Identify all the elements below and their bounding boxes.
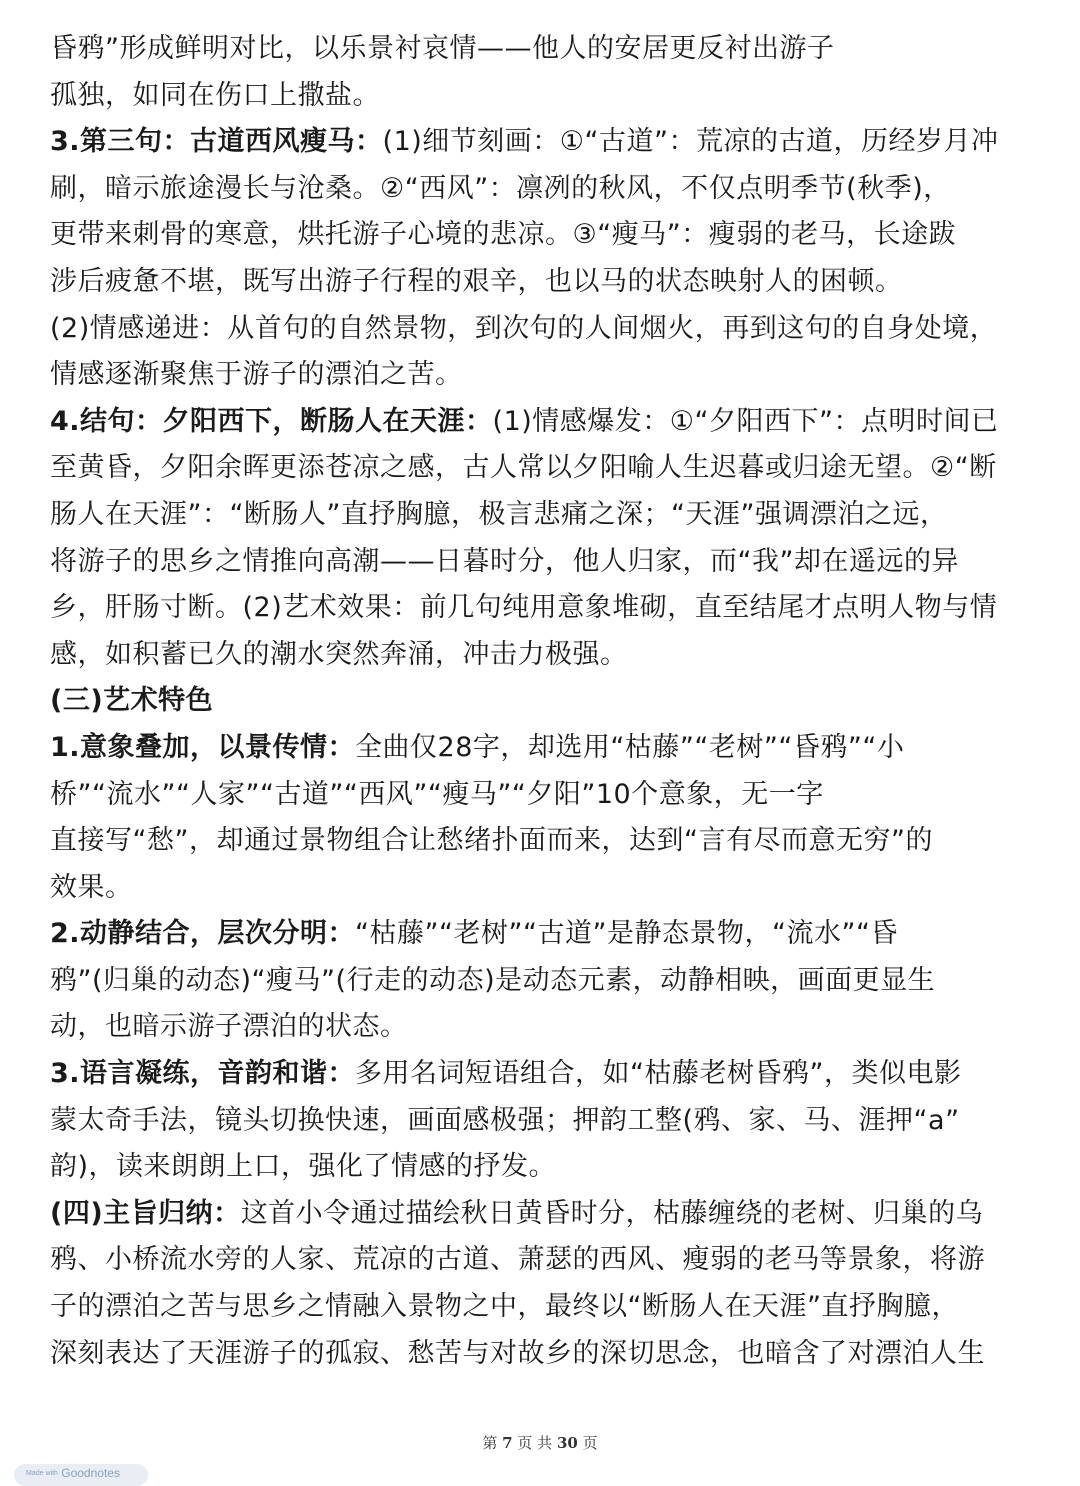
line-text: 这首小令通过描绘秋日黄昏时分，枯藤缠绕的老树、归巢的乌 <box>240 1197 984 1229</box>
text-line <box>50 119 1040 166</box>
line-text: (1)情感爆发：①“夕阳西下”：点明时间已 <box>492 405 999 437</box>
line-text: 直接写“愁”，却通过景物组合让愁绪扑面而来，达到“言有尽而意无穷”的 <box>50 825 933 857</box>
line-text: 动，也暗示游子漂泊的状态。 <box>50 1011 408 1043</box>
line-text: 将游子的思乡之情推向高潮——日暮时分，他人归家，而“我”却在遥远的异 <box>50 545 959 577</box>
line-text: 全曲仅28字，却选用“枯藤”“老树”“昏鸦”“小 <box>355 731 905 763</box>
text-line <box>50 352 1040 399</box>
watermark-small: Made with <box>26 1469 58 1477</box>
text-line <box>50 399 1040 446</box>
text-line <box>50 259 1040 306</box>
footer-prefix: 第 <box>482 1434 498 1452</box>
line-text: 蒙太奇手法，镜头切换快速，画面感极强；押韵工整(鸦、家、马、涯押“a” <box>50 1104 960 1136</box>
line-text: 鸦”(归巢的动态)“瘦马”(行走的动态)是动态元素，动静相映，画面更显生 <box>50 964 936 996</box>
line-text: 昏鸦”形成鲜明对比，以乐景衬哀情——他人的安居更反衬出游子 <box>50 33 835 64</box>
text-line <box>50 772 1040 819</box>
line-heading: 4.结句：夕阳西下，断肠人在天涯： <box>50 405 493 437</box>
line-text: (2)情感递进：从首句的自然景物，到次句的人间烟火，再到这句的自身处境， <box>50 312 998 344</box>
line-heading: 2.动静结合，层次分明： <box>50 918 356 950</box>
line-text: 深刻表达了天涯游子的孤寂、愁苦与对故乡的深切思念，也暗含了对漂泊人生 <box>50 1337 985 1369</box>
goodnotes-watermark <box>14 1464 148 1486</box>
line-text: 孤独，如同在伤口上撒盐。 <box>50 79 380 111</box>
line-text: 更带来刺骨的寒意，烘托游子心境的悲凉。③“瘦马”：瘦弱的老马，长途跋 <box>50 219 957 251</box>
line-text: 涉后疲惫不堪，既写出游子行程的艰辛，也以马的状态映射人的困顿。 <box>50 265 903 297</box>
text-line <box>50 1098 1040 1145</box>
line-text: 多用名词短语组合，如“枯藤老树昏鸦”，类似电影 <box>355 1058 962 1090</box>
text-line <box>50 678 1040 725</box>
line-text: 鸦、小桥流水旁的人家、荒凉的古道、萧瑟的西风、瘦弱的老马等景象，将游 <box>50 1244 985 1276</box>
line-text: “枯藤”“老树”“古道”是静态景物，“流水”“昏 <box>355 918 898 950</box>
text-line <box>50 958 1040 1005</box>
line-heading: 3.语言凝练，音韵和谐： <box>50 1058 356 1090</box>
footer-suffix: 页 <box>582 1434 598 1452</box>
text-line <box>50 865 1040 912</box>
line-text: 感，如积蓄已久的潮水突然奔涌，冲击力极强。 <box>50 638 628 670</box>
line-text: 子的漂泊之苦与思乡之情融入景物之中，最终以“断肠人在天涯”直抒胸臆， <box>50 1291 959 1323</box>
footer-middle: 页 共 <box>517 1434 553 1452</box>
line-text: 肠人在天涯”：“断肠人”直抒胸臆，极言悲痛之深；“天涯”强调漂泊之远， <box>50 498 948 530</box>
text-line <box>50 818 1040 865</box>
page-footer <box>0 1432 1080 1453</box>
text-line <box>50 1051 1040 1098</box>
text-line <box>50 73 1040 120</box>
line-text: 至黄昏，夕阳余晖更添苍凉之感，古人常以夕阳喻人生迟暮或归途无望。②“断 <box>50 452 997 484</box>
text-line <box>50 1191 1040 1238</box>
text-line <box>50 539 1040 586</box>
document-body <box>50 26 1040 1377</box>
line-text: 效果。 <box>50 871 133 903</box>
line-text: 韵)，读来朗朗上口，强化了情感的抒发。 <box>50 1151 557 1183</box>
text-line <box>50 911 1040 958</box>
text-line <box>50 1004 1040 1051</box>
text-line <box>50 585 1040 632</box>
text-line <box>50 632 1040 679</box>
text-line <box>50 1144 1040 1191</box>
text-line <box>50 166 1040 213</box>
text-line <box>50 1331 1040 1378</box>
line-text: 桥”“流水”“人家”“古道”“西风”“瘦马”“夕阳”10个意象，无一字 <box>50 778 824 810</box>
line-text: (1)细节刻画：①“古道”：荒凉的古道，历经岁月冲 <box>382 126 999 158</box>
line-text: 刷，暗示旅途漫长与沧桑。②“西风”：凛冽的秋风，不仅点明季节(秋季)， <box>50 172 951 204</box>
line-text: 乡，肝肠寸断。(2)艺术效果：前几句纯用意象堆砌，直至结尾才点明人物与情 <box>50 592 998 624</box>
total-pages: 30 <box>556 1434 578 1452</box>
text-line <box>50 492 1040 539</box>
watermark-brand: Goodnotes <box>61 1466 120 1480</box>
line-heading: (三)艺术特色 <box>50 685 214 717</box>
line-heading: 1.意象叠加，以景传情： <box>50 731 356 763</box>
text-line <box>50 212 1040 259</box>
text-line <box>50 306 1040 353</box>
line-heading: 3.第三句：古道西风瘦马： <box>50 126 383 158</box>
fade-overlay <box>835 14 1035 54</box>
text-line <box>50 445 1040 492</box>
text-line <box>50 1237 1040 1284</box>
text-line <box>50 725 1040 772</box>
text-line <box>50 1284 1040 1331</box>
line-heading: (四)主旨归纳： <box>50 1197 241 1229</box>
line-text: 情感逐渐聚焦于游子的漂泊之苦。 <box>50 359 463 391</box>
current-page: 7 <box>502 1434 513 1452</box>
